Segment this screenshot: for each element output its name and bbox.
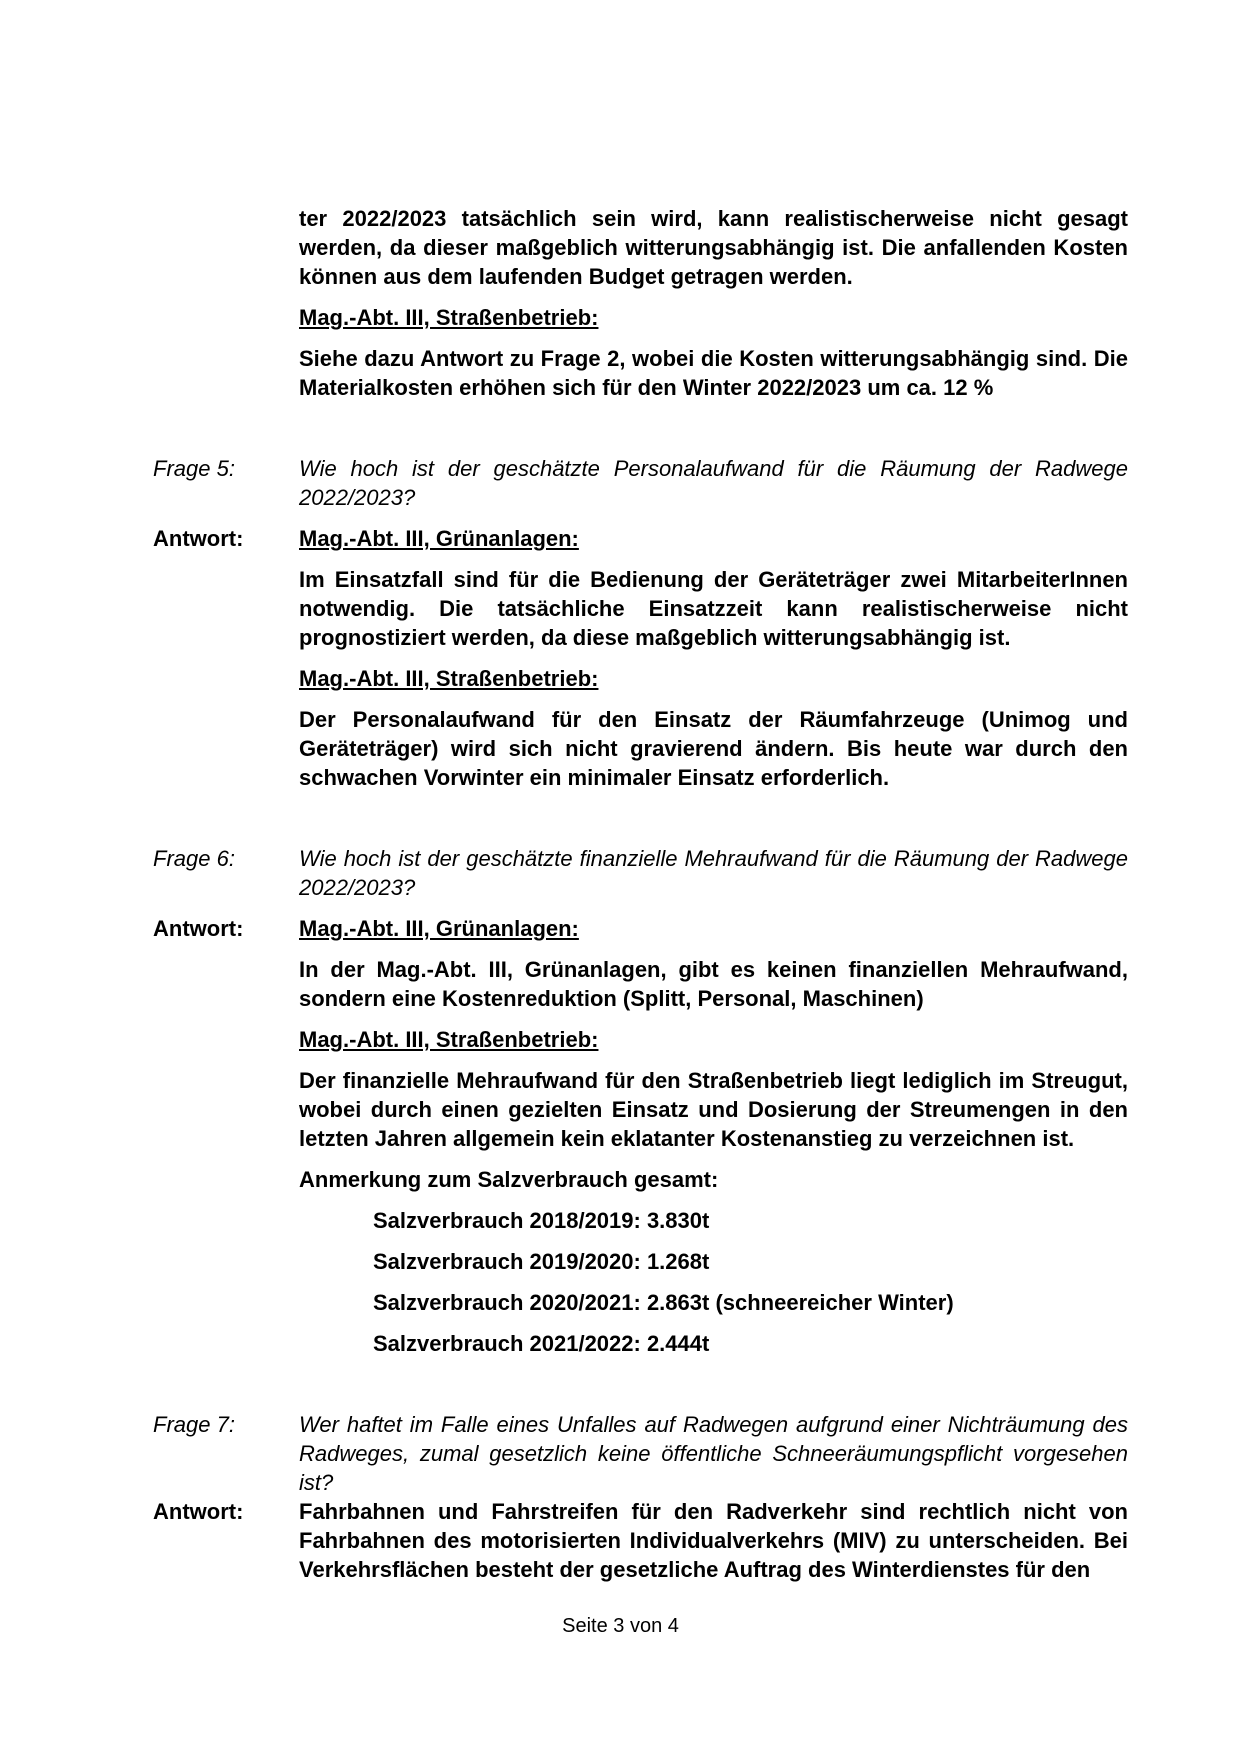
- answer-6-label: Antwort:: [153, 916, 244, 941]
- dept-heading-gruenanlagen: Mag.-Abt. III, Grünanlagen:: [299, 526, 579, 551]
- intro-paragraph-2: Siehe dazu Antwort zu Frage 2, wobei die Kosten witterungsabhängig sind. Die Materialkosten erhöhen sich für den Winter 2022/2023 um ca. 12 %: [299, 346, 1128, 400]
- list-item: Salzverbrauch 2019/2020: 1.268t: [373, 1249, 710, 1274]
- question-5-text: Wie hoch ist der geschätzte Personalaufwand für die Räumung der Radwege 2022/2023?: [299, 456, 1128, 510]
- answer-7: [153, 1497, 1153, 1584]
- question-6: [153, 844, 1153, 902]
- question-7-label: Frage 7:: [153, 1412, 235, 1437]
- salt-consumption-list: [373, 1206, 1128, 1358]
- intro-block: [153, 204, 1153, 402]
- dept-heading-strassenbetrieb: Mag.-Abt. III, Straßenbetrieb:: [299, 666, 599, 691]
- answer-6: [153, 914, 1153, 1370]
- question-6-label: Frage 6:: [153, 846, 235, 871]
- answer-6-paragraph-1: In der Mag.-Abt. III, Grünanlagen, gibt es keinen finanziellen Mehraufwand, sondern eine Kostenreduktion (Splitt, Personal, Maschinen): [299, 957, 1128, 1011]
- answer-6-paragraph-2: Der finanzielle Mehraufwand für den Straßenbetrieb liegt lediglich im Streugut, wobei durch einen gezielten Einsatz und Dosierung der Streumengen in den letzten Jahren allgemein kein eklatanter Kostenanstieg zu verzeichnen ist.: [299, 1068, 1128, 1151]
- question-7-text: Wer haftet im Falle eines Unfalles auf Radwegen aufgrund einer Nichträumung des Radweges, zumal gesetzlich keine öffentliche Schneeräumungspflicht vorgesehen ist?: [299, 1412, 1128, 1495]
- intro-paragraph-1: ter 2022/2023 tatsächlich sein wird, kann realistischerweise nicht gesagt werden, da dieser maßgeblich witterungsabhängig ist. Die anfallenden Kosten können aus dem laufenden Budget getragen werden.: [299, 206, 1128, 289]
- answer-5: [153, 524, 1153, 792]
- dept-heading-gruenanlagen: Mag.-Abt. III, Grünanlagen:: [299, 916, 579, 941]
- page-content: [153, 204, 1153, 1584]
- answer-7-paragraph-1: Fahrbahnen und Fahrstreifen für den Radverkehr sind rechtlich nicht von Fahrbahnen des motorisierten Individualverkehrs (MIV) zu unterscheiden. Bei Verkehrsflächen besteht der gesetzliche Auftrag des Winterdienstes für den: [299, 1499, 1128, 1582]
- question-7: [153, 1410, 1153, 1497]
- question-5-label: Frage 5:: [153, 456, 235, 481]
- dept-heading-strassenbetrieb: Mag.-Abt. III, Straßenbetrieb:: [299, 1027, 599, 1052]
- answer-7-label: Antwort:: [153, 1499, 244, 1524]
- list-item: Salzverbrauch 2018/2019: 3.830t: [373, 1208, 710, 1233]
- answer-5-paragraph-2: Der Personalaufwand für den Einsatz der Räumfahrzeuge (Unimog und Geräteträger) wird sich nicht gravierend ändern. Bis heute war durch den schwachen Vorwinter ein minimaler Einsatz erforderlich.: [299, 707, 1128, 790]
- question-6-text: Wie hoch ist der geschätzte finanzielle Mehraufwand für die Räumung der Radwege 2022/2023?: [299, 846, 1128, 900]
- list-item: Salzverbrauch 2021/2022: 2.444t: [373, 1331, 710, 1356]
- page-number-footer: Seite 3 von 4: [562, 1615, 679, 1637]
- dept-heading-strassenbetrieb: Mag.-Abt. III, Straßenbetrieb:: [299, 305, 599, 330]
- question-5: [153, 454, 1153, 512]
- list-item: Salzverbrauch 2020/2021: 2.863t (schneereicher Winter): [373, 1290, 954, 1315]
- salt-note-heading: Anmerkung zum Salzverbrauch gesamt:: [299, 1167, 719, 1192]
- answer-5-label: Antwort:: [153, 526, 244, 551]
- answer-5-paragraph-1: Im Einsatzfall sind für die Bedienung der Geräteträger zwei MitarbeiterInnen notwendig. Die tatsächliche Einsatzzeit kann realistischerweise nicht prognostiziert werden, da diese maßgeblich witterungsabhängig ist.: [299, 567, 1128, 650]
